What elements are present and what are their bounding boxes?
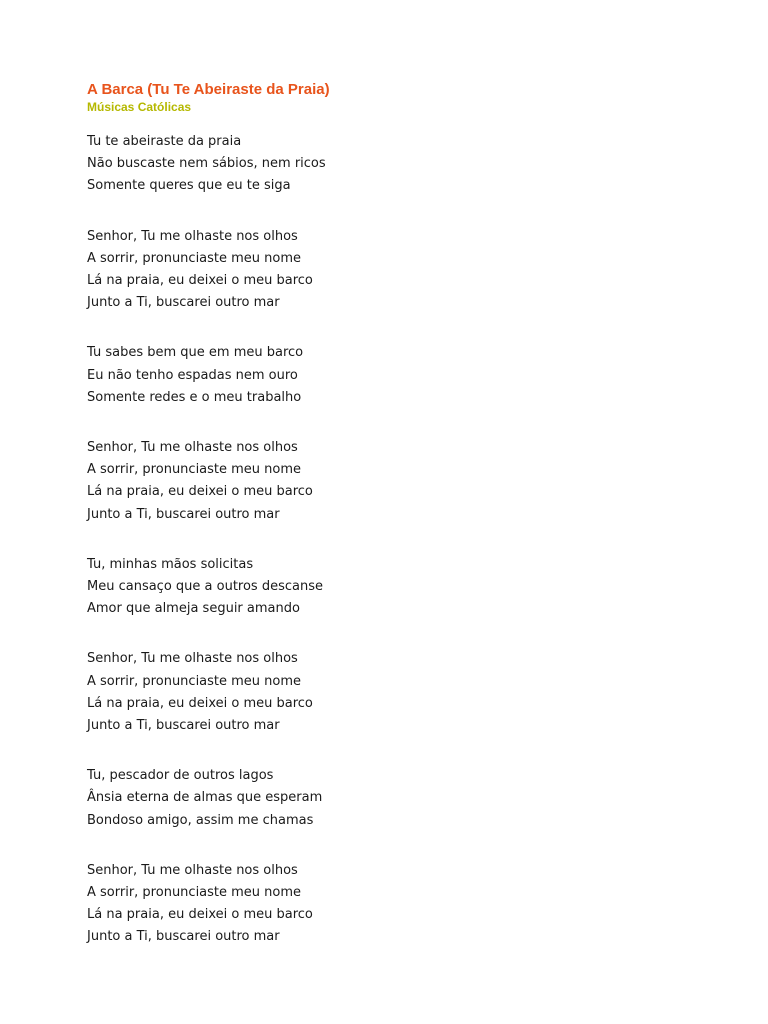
lyric-line: A sorrir, pronunciaste meu nome — [87, 885, 302, 901]
lyric-line: Junto a Ti, buscarei outro mar — [87, 929, 280, 945]
lyric-line: Somente redes e o meu trabalho — [87, 389, 302, 405]
lyric-line: Senhor, Tu me olhaste nos olhos — [87, 651, 298, 667]
stanza — [87, 554, 687, 621]
lyric-line: Junto a Ti, buscarei outro mar — [87, 506, 280, 522]
lyric-line: Junto a Ti, buscarei outro mar — [87, 718, 280, 734]
lyric-line: Junto a Ti, buscarei outro mar — [87, 295, 280, 311]
lyric-line: Senhor, Tu me olhaste nos olhos — [87, 228, 298, 244]
lyric-line: Senhor, Tu me olhaste nos olhos — [87, 440, 298, 456]
lyric-line: A sorrir, pronunciaste meu nome — [87, 250, 302, 266]
lyric-line: Eu não tenho espadas nem ouro — [87, 367, 298, 383]
lyric-line: Lá na praia, eu deixei o meu barco — [87, 484, 313, 500]
lyric-line: Tu sabes bem que em meu barco — [87, 345, 304, 361]
stanza — [87, 765, 687, 832]
lyrics-body — [87, 131, 687, 949]
lyric-line: Senhor, Tu me olhaste nos olhos — [87, 862, 298, 878]
lyric-line: Não buscaste nem sábios, nem ricos — [87, 156, 326, 172]
song-title: A Barca (Tu Te Abeiraste da Praia) — [87, 81, 330, 98]
lyric-line: Bondoso amigo, assim me chamas — [87, 812, 314, 828]
stanza — [87, 648, 687, 737]
lyric-line: Amor que almeja seguir amando — [87, 601, 300, 617]
lyric-line: Ânsia eterna de almas que esperam — [87, 790, 323, 806]
lyric-line: Tu, pescador de outros lagos — [87, 768, 274, 784]
lyric-line: A sorrir, pronunciaste meu nome — [87, 673, 302, 689]
lyric-line: Tu te abeiraste da praia — [87, 134, 242, 149]
lyric-line: A sorrir, pronunciaste meu nome — [87, 462, 302, 478]
lyric-line: Lá na praia, eu deixei o meu barco — [87, 695, 313, 711]
stanza — [87, 860, 687, 949]
lyric-line: Lá na praia, eu deixei o meu barco — [87, 273, 313, 289]
lyrics-page — [87, 80, 687, 977]
stanza — [87, 131, 687, 198]
lyric-line: Somente queres que eu te siga — [87, 178, 291, 194]
stanza — [87, 437, 687, 526]
stanza — [87, 226, 687, 315]
lyric-line: Meu cansaço que a outros descanse — [87, 579, 323, 595]
song-artist: Músicas Católicas — [87, 100, 192, 114]
stanza — [87, 342, 687, 409]
lyric-line: Lá na praia, eu deixei o meu barco — [87, 907, 313, 923]
lyric-line: Tu, minhas mãos solicitas — [87, 556, 254, 572]
